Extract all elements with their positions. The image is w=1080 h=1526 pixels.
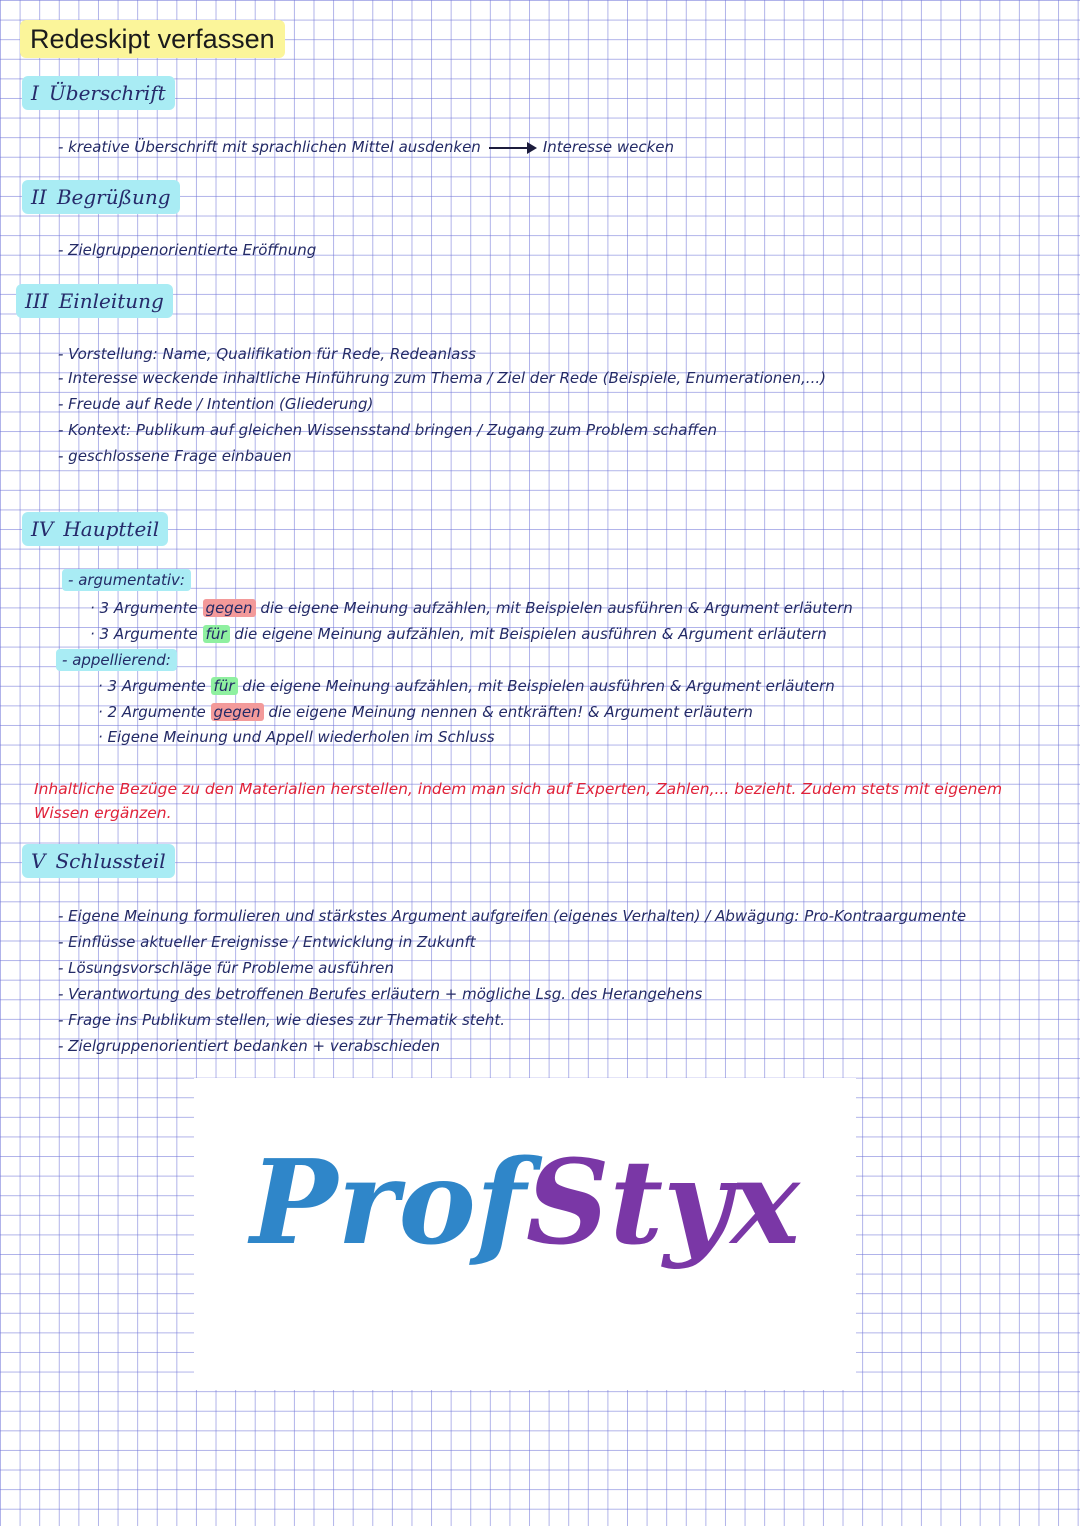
profstyx-logo [194, 1128, 856, 1278]
tag-fuer: für [203, 625, 230, 643]
list-item-text: - kreative Überschrift mit sprachlichen Mittel ausdenken [58, 138, 481, 156]
heading-number: V [31, 849, 46, 873]
subheading-label: appellierend: [72, 651, 171, 669]
subheading-label: argumentativ: [78, 571, 185, 589]
list-item: - Lösungsvorschläge für Probleme ausführen [58, 959, 394, 977]
list-item: - Interesse weckende inhaltliche Hinführung zum Thema / Ziel der Rede (Beispiele, Enumerationen,...) [58, 369, 826, 387]
heading-hauptteil [22, 512, 168, 546]
list-item: - Kontext: Publikum auf gleichen Wissensstand bringen / Zugang zum Problem schaffen [58, 421, 718, 439]
list-item: - geschlossene Frage einbauen [58, 447, 292, 465]
tag-gegen: gegen [211, 703, 264, 721]
heading-einleitung [16, 284, 173, 318]
heading-label: Einleitung [58, 289, 164, 313]
list-item: - Einflüsse aktueller Ereignisse / Entwicklung in Zukunft [58, 933, 476, 951]
list-item-text: die eigene Meinung aufzählen, mit Beispielen ausführen & Argument erläutern [260, 599, 853, 617]
list-item: · Eigene Meinung und Appell wiederholen im Schluss [98, 728, 495, 746]
heading-number: II [31, 185, 47, 209]
tag-fuer: für [211, 677, 238, 695]
list-item [90, 598, 853, 618]
list-item-text: die eigene Meinung aufzählen, mit Beispielen ausführen & Argument erläutern [242, 677, 835, 695]
heading-begruessung [22, 180, 180, 214]
subheading-argumentativ: - argumentativ: [62, 569, 191, 591]
list-item-text: · 3 Argumente [90, 599, 198, 617]
heading-label: Schlussteil [55, 849, 166, 873]
list-item [90, 624, 827, 644]
list-item [98, 676, 835, 696]
page-title: Redeskipt verfassen [20, 20, 285, 58]
heading-ueberschrift [22, 76, 175, 110]
heading-number: III [25, 289, 49, 313]
list-item-text: · 3 Argumente [90, 625, 198, 643]
heading-label: Begrüßung [56, 185, 171, 209]
logo-box [194, 1078, 856, 1390]
heading-number: I [31, 81, 39, 105]
materials-note: Inhaltliche Bezüge zu den Materialien herstellen, indem man sich auf Experten, Zahlen,... bezieht. Zudem stets mit eigenem Wissen ergänzen. [34, 780, 1003, 822]
logo-part-prof: Prof [250, 1135, 526, 1271]
list-item: - Zielgruppenorientierte Eröffnung [58, 241, 317, 259]
heading-number: IV [31, 517, 54, 541]
list-item: - Verantwortung des betroffenen Berufes erläutern + mögliche Lsg. des Herangehens [58, 985, 703, 1003]
list-item-text: Interesse wecken [542, 138, 675, 156]
list-item: - Eigene Meinung formulieren und stärkstes Argument aufgreifen (eigenes Verhalten) / Abwägung: Pro-Kontraargumente [58, 907, 967, 925]
list-item: - Vorstellung: Name, Qualifikation für Rede, Redeanlass [58, 345, 476, 363]
heading-label: Überschrift [48, 81, 166, 105]
list-item: - Zielgruppenorientiert bedanken + verabschieden [58, 1037, 441, 1055]
arrow-right-icon [489, 147, 535, 149]
list-item: - Freude auf Rede / Intention (Gliederung) [58, 395, 374, 413]
list-item-text: die eigene Meinung nennen & entkräften! & Argument erläutern [268, 703, 753, 721]
logo-part-styx: Styx [525, 1135, 800, 1271]
heading-schlussteil [22, 844, 175, 878]
tag-gegen: gegen [203, 599, 256, 617]
list-item [58, 137, 674, 157]
list-item: - Frage ins Publikum stellen, wie dieses zur Thematik steht. [58, 1011, 506, 1029]
list-item-text: · 3 Argumente [98, 677, 206, 695]
list-item-text: · 2 Argumente [98, 703, 206, 721]
list-item-text: die eigene Meinung aufzählen, mit Beispielen ausführen & Argument erläutern [234, 625, 827, 643]
list-item [98, 702, 753, 722]
subheading-appellierend: - appellierend: [56, 649, 177, 671]
heading-label: Hauptteil [63, 517, 160, 541]
